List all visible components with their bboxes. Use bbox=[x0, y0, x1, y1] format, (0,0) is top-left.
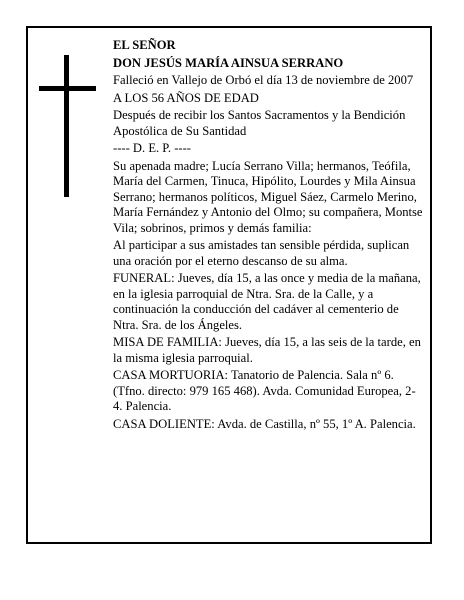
deceased-name: DON JESÚS MARÍA AINSUA SERRANO bbox=[113, 55, 344, 70]
death-info: Falleció en Vallejo de Orbó el día 13 de noviembre de 2007 bbox=[113, 73, 414, 87]
title-line: EL SEÑOR bbox=[113, 38, 176, 52]
cross-horizontal-bar bbox=[39, 86, 96, 91]
mortuary-info: CASA MORTUORIA: Tanatorio de Palencia. Sala nº 6. (Tfno. directo: 979 165 468). Avda. Comunidad Europea, 2-4. Palencia. bbox=[113, 368, 416, 413]
prayer-request: Al participar a sus amistades tan sensible pérdida, suplican una oración por el eterno descanso de su alma. bbox=[113, 238, 410, 268]
family-list: Su apenada madre; Lucía Serrano Villa; hermanos, Teófila, María del Carmen, Tinuca, Hipólito, Lourdes y Mila Ainsua Serrano; hermanos políticos, Miguel Sáez, Carmelo Merino, María Fernández y Antonio del Olmo; su compañera, Montse Vila; sobrinos, primos y demás familia: bbox=[113, 158, 423, 235]
home-info: CASA DOLIENTE: Avda. de Castilla, nº 55, 1º A. Palencia. bbox=[113, 416, 416, 431]
rip-line: ---- D. E. P. ---- bbox=[113, 141, 191, 155]
cross-vertical-bar bbox=[64, 55, 69, 197]
funeral-info: FUNERAL: Jueves, día 15, a las once y media de la mañana, en la iglesia parroquial de Ntra. Sra. de la Calle, y a continuación la conducción del cadáver al cementerio de Ntra. Sra. de los Ángeles. bbox=[113, 271, 421, 332]
obituary-text bbox=[113, 38, 425, 434]
sacraments-line: Después de recibir los Santos Sacramentos y la Bendición Apostólica de Su Santidad bbox=[113, 108, 406, 138]
age-line: A LOS 56 AÑOS DE EDAD bbox=[113, 90, 259, 105]
mass-info: MISA DE FAMILIA: Jueves, día 15, a las seis de la tarde, en la misma iglesia parroquial. bbox=[113, 335, 421, 365]
